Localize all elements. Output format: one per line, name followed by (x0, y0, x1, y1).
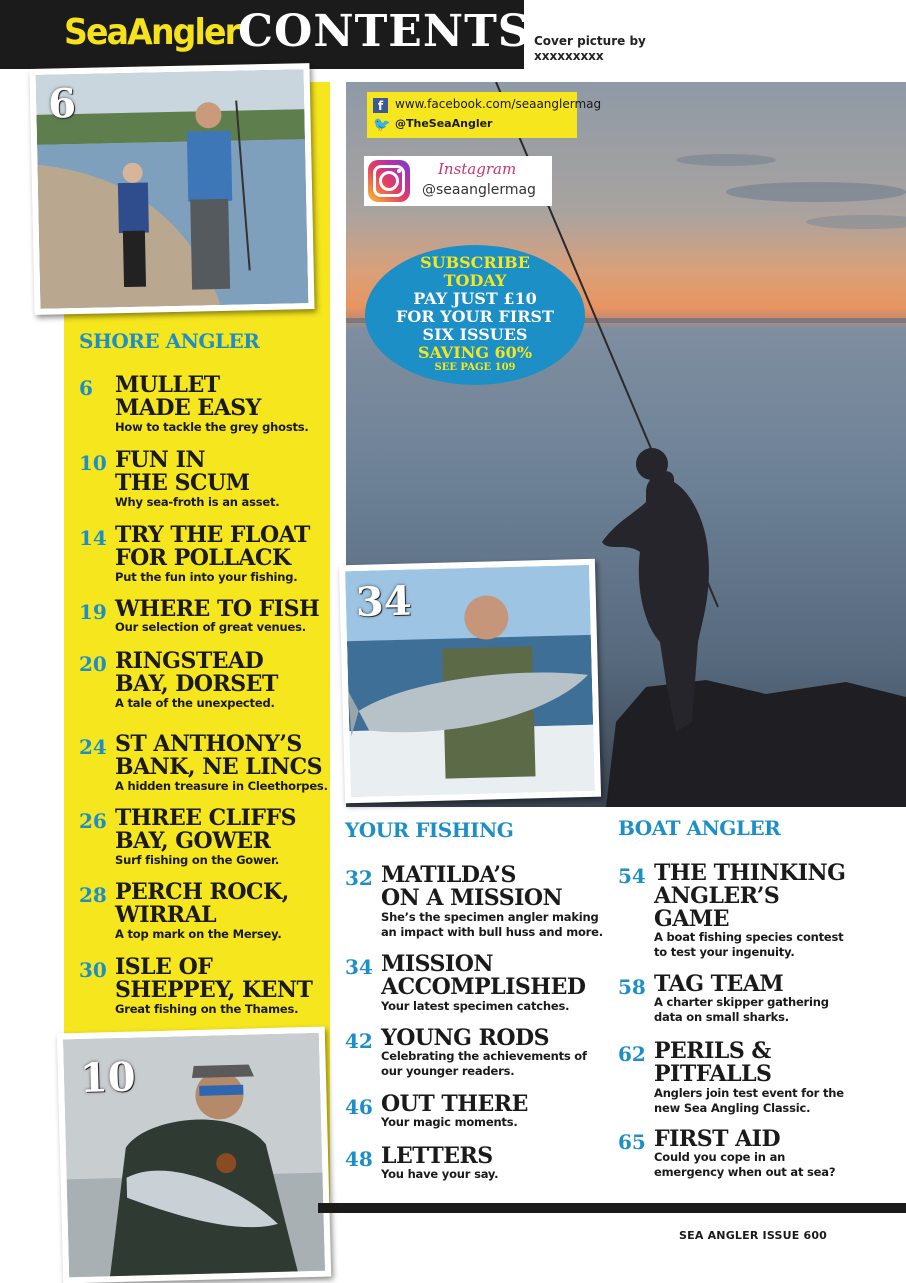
entry-title: RINGSTEAD BAY, DORSET (115, 648, 278, 697)
toc-entry[interactable] (345, 951, 605, 1013)
subscribe-line-5: SIX ISSUES (422, 325, 528, 344)
entry-description: Anglers join test event for the new Sea Angling Classic. (654, 1086, 844, 1115)
entry-description: Could you cope in an emergency when out at sea? (654, 1150, 836, 1179)
instagram-wordmark: Instagram (438, 160, 517, 178)
entry-title: MISSION ACCOMPLISHED (381, 951, 586, 1000)
entry-description: She’s the specimen angler making an impact with bull huss and more. (381, 910, 603, 939)
cover-credit-label: Cover picture by (534, 34, 646, 48)
toc-entry[interactable] (79, 522, 329, 586)
entry-description: A hidden treasure in Cleethorpes. (115, 779, 328, 793)
entry-description: Celebrating the achievements of our younger readers. (381, 1049, 587, 1078)
toc-entry[interactable] (345, 1025, 605, 1079)
instagram-link[interactable]: @seaanglermag (422, 182, 536, 198)
subscribe-line-1: SUBSCRIBE (420, 253, 530, 272)
entry-description: A top mark on the Mersey. (115, 927, 282, 941)
entry-title: MULLET MADE EASY (115, 372, 261, 421)
entry-description: Surf fishing on the Gower. (115, 853, 280, 867)
page-number: 32 (345, 866, 373, 890)
subscribe-line-3: PAY JUST £10 (413, 289, 537, 308)
page-number: 24 (79, 735, 107, 759)
your-fishing-heading: YOUR FISHING (345, 818, 514, 842)
toc-entry[interactable] (618, 1126, 898, 1180)
subscribe-badge[interactable] (365, 245, 585, 385)
toc-entry[interactable] (79, 648, 329, 712)
entry-title: MATILDA’S ON A MISSION (381, 862, 563, 911)
toc-entry[interactable] (345, 1143, 605, 1183)
entry-description: You have your say. (381, 1167, 499, 1181)
page-number: 28 (79, 883, 107, 907)
entry-description: A charter skipper gathering data on small sharks. (654, 995, 829, 1024)
photo-page-34 (339, 559, 601, 804)
social-links-box (367, 92, 602, 138)
entry-title: THE THINKING ANGLER’S GAME (654, 860, 846, 932)
page-number: 58 (618, 975, 646, 999)
page-number: 19 (79, 600, 107, 624)
page-number: 26 (79, 809, 107, 833)
boat-angler-heading: BOAT ANGLER (618, 816, 781, 840)
entry-description: Your latest specimen catches. (381, 999, 570, 1013)
page-number: 65 (618, 1130, 646, 1154)
page-number: 6 (79, 376, 93, 400)
page-number: 14 (79, 526, 107, 550)
photo-page-number: 10 (79, 1053, 137, 1102)
facebook-icon: f (373, 98, 388, 113)
cover-credit (534, 34, 684, 64)
entry-title: FUN IN THE SCUM (115, 447, 250, 496)
page-footer: SEA ANGLER ISSUE 600 (679, 1229, 828, 1242)
entry-title: ISLE OF SHEPPEY, KENT (115, 954, 313, 1003)
entry-description: How to tackle the grey ghosts. (115, 420, 309, 434)
entry-description: A boat fishing species contest to test your ingenuity. (654, 930, 844, 959)
entry-title: ST ANTHONY’S BANK, NE LINCS (115, 731, 323, 780)
twitter-link[interactable]: @TheSeaAngler (395, 117, 493, 130)
twitter-icon: 🐦 (373, 117, 391, 133)
magazine-logo: SeaAngler (64, 12, 240, 53)
page-number: 34 (345, 955, 373, 979)
entry-title: PERCH ROCK, WIRRAL (115, 879, 289, 928)
entry-description: Our selection of great venues. (115, 620, 306, 634)
facebook-link[interactable]: www.facebook.com/seaanglermag (395, 97, 602, 111)
instagram-box (364, 156, 552, 206)
instagram-icon (368, 160, 410, 202)
entry-description: Great fishing on the Thames. (115, 1002, 299, 1016)
cover-credit-name: xxxxxxxxx (534, 49, 604, 63)
entry-title: THREE CLIFFS BAY, GOWER (115, 805, 297, 854)
page-number: 10 (79, 451, 107, 475)
entry-description: Why sea-froth is an asset. (115, 495, 280, 509)
subscribe-line-7: SEE PAGE 109 (434, 362, 516, 373)
entry-description: Your magic moments. (381, 1115, 518, 1129)
entry-title: YOUNG RODS (381, 1025, 550, 1051)
toc-entry[interactable] (618, 971, 898, 1025)
page-title: CONTENTS (238, 6, 531, 57)
page-number: 46 (345, 1095, 373, 1119)
photo-page-number: 6 (47, 79, 77, 128)
page-number: 62 (618, 1042, 646, 1066)
entry-description: Put the fun into your fishing. (115, 570, 298, 584)
page-number: 48 (345, 1147, 373, 1171)
footer-rule (318, 1203, 906, 1213)
subscribe-line-6: SAVING 60% (417, 343, 533, 362)
entry-title: TRY THE FLOAT FOR POLLACK (115, 522, 310, 571)
toc-entry[interactable] (345, 862, 605, 939)
photo-page-10 (57, 1027, 331, 1283)
subscribe-line-4: FOR YOUR FIRST (396, 307, 554, 326)
entry-title: TAG TEAM (654, 971, 784, 997)
toc-entry[interactable] (79, 805, 329, 869)
shore-angler-heading: SHORE ANGLER (79, 329, 260, 353)
page-number: 20 (79, 652, 107, 676)
photo-page-number: 34 (355, 577, 413, 626)
toc-entry[interactable] (79, 731, 329, 795)
entry-description: A tale of the unexpected. (115, 696, 275, 710)
toc-entry[interactable] (345, 1091, 605, 1131)
entry-title: FIRST AID (654, 1126, 781, 1152)
toc-entry[interactable] (79, 596, 329, 638)
entry-title: LETTERS (381, 1143, 493, 1169)
toc-entry[interactable] (79, 879, 329, 943)
subscribe-line-2: TODAY (443, 271, 507, 290)
page-number: 54 (618, 864, 646, 888)
toc-entry[interactable] (618, 1038, 898, 1116)
page-number: 30 (79, 958, 107, 982)
entry-title: PERILS & PITFALLS (654, 1038, 772, 1087)
entry-title: OUT THERE (381, 1091, 528, 1117)
entry-title: WHERE TO FISH (115, 596, 320, 622)
photo-page-6 (29, 63, 314, 315)
page-number: 42 (345, 1029, 373, 1053)
toc-entry[interactable] (79, 954, 329, 1018)
toc-entry[interactable] (618, 860, 898, 960)
toc-entry[interactable] (79, 447, 329, 511)
toc-entry[interactable] (79, 372, 329, 436)
